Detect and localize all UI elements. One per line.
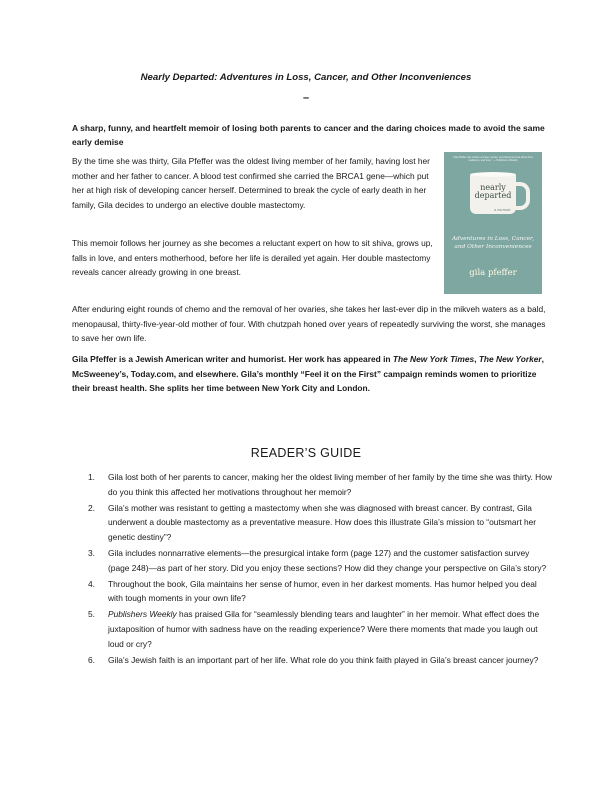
cover-mug-line-1: nearly bbox=[480, 183, 506, 192]
question-item bbox=[72, 607, 552, 651]
question-number: 3. bbox=[88, 547, 95, 558]
question-number: 1. bbox=[88, 472, 95, 482]
cover-subtitle-line-2: and Other Inconveniences bbox=[454, 243, 532, 250]
question-item bbox=[72, 577, 552, 606]
question-text: Throughout the book, Gila maintains her sense of humor, even in her darkest moments. Has humor helped you deal with tough moments in your own life? bbox=[108, 578, 537, 604]
cover-subtitle-line-1: Adventures in Loss, Cancer, bbox=[451, 236, 535, 242]
question-list bbox=[72, 470, 552, 669]
summary-paragraph-2: This memoir follows her journey as she becomes a reluctant expert on how to sit shiva, grows up, falls in love, and enters motherhood, before her life is derailed yet again. Her double mastectomy reveals cancer already growing in one breast. bbox=[72, 238, 433, 278]
question-text: Gila’s mother was resistant to getting a mastectomy when she was diagnosed with breast cancer. By contrast, Gila underwent a double mastectomy as a preventative measure. How does this illustrate Gila’s mission to “outsmart her genetic destiny”? bbox=[108, 502, 537, 542]
book-tagline: A sharp, funny, and heartfelt memoir of losing both parents to cancer and the daring choices made to avoid the same early demise bbox=[72, 123, 545, 147]
mug-rim bbox=[470, 172, 516, 177]
question-item bbox=[72, 470, 552, 499]
question-number: 2. bbox=[88, 502, 95, 513]
question-text: has praised Gila for “seamlessly blending tears and laughter” in her memoir. What effect does the juxtaposition of humor with sadness have on the reading experience? Were there moments that made you laugh out loud or cry? bbox=[108, 609, 540, 649]
question-number: 6. bbox=[88, 654, 95, 665]
question-emphasis: Publishers Weekly bbox=[108, 609, 177, 620]
question-text: Gila includes nonnarrative elements—the presurgical intake form (page 127) and the customer satisfaction survey (page 248)—as part of her story. Did you enjoy these sections? How did they change your perspective on Gila’s story? bbox=[108, 547, 547, 573]
cover-author: gila pfeffer bbox=[469, 268, 517, 278]
question-text: Gila lost both of her parents to cancer, making her the oldest living member of her family by the time she was thirty. How do you think this affected her motivations throughout her memoir? bbox=[108, 472, 552, 497]
readers-guide-heading: READER’S GUIDE bbox=[250, 446, 362, 460]
summary-paragraph-3: After enduring eight rounds of chemo and the removal of her ovaries, she takes her last-ever dip in the mikveh waters as a bald, menopausal, thirty-five-year-old mother of four. With chutzpah honed over years of repeatedly surviving the worst, she manages to save her own life. bbox=[72, 304, 546, 344]
cover-mug-line-2: departed bbox=[474, 191, 512, 200]
bio-text-1: Gila Pfeffer is a Jewish American writer and humorist. Her work has appeared in bbox=[72, 354, 393, 364]
book-cover-image bbox=[444, 152, 542, 294]
cover-blurb: “Gila Pfeffer has written a brave, tender, and hilarious book about loss, resilience, and love.” — Publishers Weekly bbox=[452, 156, 534, 163]
question-text: Gila’s Jewish faith is an important part of her life. What role do you think faith played in Gila’s breast cancer journey? bbox=[108, 654, 539, 665]
question-number: 4. bbox=[88, 578, 95, 589]
book-title: Nearly Departed: Adventures in Loss, Cancer, and Other Inconveniences bbox=[140, 72, 472, 83]
bio-nyt: The New York Times bbox=[392, 354, 475, 364]
bio-text-2: , McSweeney’s, Today.com, and elsewhere. Gila’s monthly “Feel it on the First” campaign reminds women to prioritize their breast health. She splits her time between New York City and London. bbox=[72, 354, 544, 394]
question-item bbox=[72, 501, 552, 545]
author-bio bbox=[72, 352, 550, 396]
bio-sep: , bbox=[474, 354, 479, 364]
question-item bbox=[72, 546, 552, 575]
question-number: 5. bbox=[88, 609, 95, 620]
summary-paragraph-1: By the time she was thirty, Gila Pfeffer was the oldest living member of her family, having lost her mother and her father to cancer. A blood test confirmed she carried the BRCA1 gene—which put her at high risk of developing cancer herself. Determined to break the cycle of early death in her family, Gila decides to undergo an elective double mastectomy. bbox=[72, 156, 430, 210]
title-dash: – bbox=[302, 92, 310, 104]
question-item bbox=[72, 653, 552, 668]
cover-subtitle bbox=[450, 236, 536, 251]
cover-mug-title bbox=[472, 184, 514, 200]
cover-mug-label: a memoir bbox=[494, 208, 511, 212]
bio-new-yorker: The New Yorker bbox=[478, 354, 542, 364]
